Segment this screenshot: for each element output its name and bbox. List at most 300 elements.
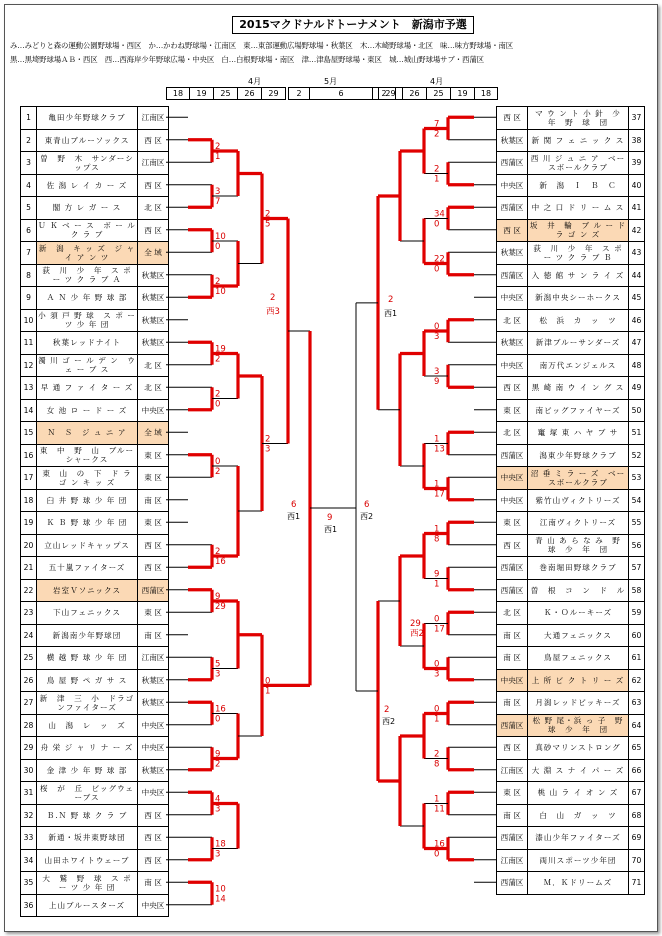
score-label: 2 [434,129,440,140]
team-area: 中央区 [497,669,528,692]
team-number: 53 [629,467,645,490]
team-name: 真砂マリンストロング [528,737,629,760]
month-label-right-april: 4月 [430,77,444,86]
team-area: 東 区 [138,467,169,490]
score-label: 2 [215,467,221,477]
score-label: 9 [215,749,221,760]
score-label: 1 [434,579,440,590]
team-area: 秋葉区 [497,242,528,265]
team-name: Ｋ・Ｏルーキーズ [528,602,629,625]
team-name: 鳥 屋 野 ペ ガ サ ス [37,669,138,692]
team-number: 70 [629,849,645,872]
team-number: 21 [21,557,37,580]
team-area: 東 区 [497,782,528,805]
score-label: 0 [215,242,221,252]
team-area: 秋葉区 [138,669,169,692]
score-label: 0 [265,676,271,687]
team-number: 18 [21,489,37,512]
score-label: 34 [434,209,445,220]
team-name: 白 山 ガ ッ ツ [528,804,629,827]
score-label: 16 [215,557,226,567]
score-label: 9 [434,377,440,387]
team-area: 西蒲区 [497,444,528,467]
team-number: 34 [21,849,37,872]
team-name: 秋葉レッドナイト [37,332,138,355]
date-cell: 2 [289,88,310,99]
final-right-site: 西2 [360,512,374,521]
team-number: 67 [629,782,645,805]
team-number: 45 [629,287,645,310]
team-number: 13 [21,377,37,400]
team-area: 南 区 [497,624,528,647]
team-number: 65 [629,737,645,760]
team-area: 中央区 [138,399,169,422]
team-name: 曽 根 コ ン ド ル [528,579,629,602]
team-name: 東 山 の 下 ド ラ ゴ ン キ ッ ズ [37,467,138,490]
team-name: 青 山 あ ら な み 野 球 少 年 団 [528,534,629,557]
team-area: 秋葉区 [138,692,169,715]
team-name: 新 潟 キ ッ ズ ジ ャ イ ア ン ツ [37,242,138,265]
team-number: 4 [21,174,37,197]
score-label: 3 [215,187,221,197]
team-number: 23 [21,602,37,625]
team-number: 63 [629,692,645,715]
team-area: 秋葉区 [138,309,169,332]
team-area: 西 区 [497,107,528,130]
team-number: 59 [629,602,645,625]
team-name: 潟東少年野球クラブ [528,444,629,467]
team-area: 東 区 [138,512,169,535]
team-number: 55 [629,512,645,535]
team-number: 71 [629,872,645,895]
team-area: 中央区 [497,287,528,310]
team-number: 56 [629,534,645,557]
team-number: 16 [21,444,37,467]
score-label: 3 [215,669,221,680]
semi-site: 西1 [384,309,398,318]
score-label: 3 [215,849,221,860]
team-name: 黒 崎 南 ウ イ ン グ ス [528,377,629,400]
score-label: 8 [434,534,440,545]
team-number: 41 [629,197,645,220]
team-name: Ｎ Ｓ ジ ュ ニ ア [37,422,138,445]
team-number: 25 [21,647,37,670]
score-label: 1 [434,174,440,185]
score-label: 1 [265,686,271,697]
team-name: 荻 川 少 年 ス ポ ー ツ ク ラ ブ Ｂ [528,242,629,265]
team-area: 全 域 [138,242,169,265]
team-number: 1 [21,107,37,130]
team-name: 東青山ブルーソックス [37,129,138,152]
team-number: 68 [629,804,645,827]
team-name: Ａ Ｎ 少 年 野 球 部 [37,287,138,310]
semi-site: 西2 [382,717,396,726]
score-label: 14 [215,894,226,905]
team-name: 桃 山 ラ イ オ ン ズ [528,782,629,805]
team-area: 南 区 [138,624,169,647]
team-name: 閣 方 レ ガ ー ス [37,197,138,220]
team-name: 早 通 フ ァ イ タ ー ズ [37,377,138,400]
team-area: 西蒲区 [497,197,528,220]
date-cell: 19 [451,88,475,99]
score-label: 1 [434,714,440,725]
team-number: 19 [21,512,37,535]
page-title: 2015マクドナルドトーナメント 新潟市予選 [232,16,474,34]
date-cell: 25 [214,88,238,99]
team-area: 東 区 [138,602,169,625]
team-area: 秋葉区 [138,759,169,782]
score-label: 17 [434,489,445,500]
team-name: 月潟レッドビッキーズ [528,692,629,715]
semi-score: 2 [384,705,390,715]
score-label: 3 [434,367,440,377]
team-name: Ｋ Ｂ 野 球 少 年 団 [37,512,138,535]
score-label: 7 [434,119,440,130]
team-number: 28 [21,714,37,737]
team-name: 小 須 戸 野 球 ス ポ ー ツ 少 年 団 [37,309,138,332]
team-name: 新通・坂井東野球団 [37,827,138,850]
score-label: 3 [265,444,271,455]
team-area: 秋葉区 [138,287,169,310]
team-name: Ｍ．Ｋドリームズ [528,872,629,895]
team-area: 南 区 [497,692,528,715]
team-name: 入 徳 館 サ ン ラ イ ズ [528,264,629,287]
team-number: 11 [21,332,37,355]
team-name: 大通フェニックス [528,624,629,647]
team-number: 32 [21,804,37,827]
score-label: 3 [215,804,221,815]
score-label: 10 [215,232,226,242]
team-area: 東 区 [497,512,528,535]
team-number: 33 [21,827,37,850]
team-name: マ ウ ン ト 小 針 少 年 野 球 団 [528,107,629,130]
score-label: 2 [215,142,221,152]
score-label: 18 [215,839,226,850]
team-area: 南 区 [497,647,528,670]
team-number: 37 [629,107,645,130]
team-name: 横 越 野 球 少 年 団 [37,647,138,670]
score-label: 1 [434,794,440,805]
team-name: 南万代エンジェルス [528,354,629,377]
team-name: 桜 が 丘 ビッグウェーブス [37,782,138,805]
team-area: 西 区 [138,557,169,580]
score-label: 1 [215,152,221,162]
team-name: 上 所 ビ ク ト リ ー ズ [528,669,629,692]
score-label: 2 [265,209,271,220]
score-label: 3 [434,332,440,342]
team-name: 東 中 野 山 ブルーシャークス [37,444,138,467]
team-name: 沼 垂 ミ ラ ー ズ ベースボールクラブ [528,467,629,490]
score-label: 11 [434,804,445,815]
semi-site: 西2 [410,629,424,639]
team-name: 金 津 少 年 野 球 部 [37,759,138,782]
score-label: 0 [434,322,440,332]
score-label: 13 [434,444,445,455]
team-name: 竃 塚 東 ハ ヤ ブ サ [528,422,629,445]
team-number: 61 [629,647,645,670]
score-label: 0 [215,714,221,725]
score-label: 2 [215,277,221,287]
team-area: 北 区 [138,354,169,377]
score-label: 5 [265,219,271,230]
team-number: 60 [629,624,645,647]
team-number: 14 [21,399,37,422]
team-area: 西 区 [138,219,169,242]
team-name: 南ビッグファイヤーズ [528,399,629,422]
team-area: 西 区 [497,534,528,557]
team-area: 西蒲区 [497,152,528,175]
date-cell: 29 [379,88,403,99]
score-label: 0 [215,457,221,467]
date-cell: 19 [190,88,214,99]
score-label: 10 [215,884,226,895]
team-area: 秋葉区 [138,264,169,287]
team-area: 西蒲区 [497,557,528,580]
team-number: 17 [21,467,37,490]
team-number: 15 [21,422,37,445]
team-name: 臼 井 野 球 少 年 団 [37,489,138,512]
score-label: 0 [434,614,440,625]
team-area: 北 区 [497,309,528,332]
score-label: 5 [215,659,221,670]
team-area: 北 区 [138,197,169,220]
score-label: 16 [215,704,226,715]
team-number: 49 [629,377,645,400]
team-number: 24 [21,624,37,647]
team-area: 北 区 [138,377,169,400]
team-area: 中央区 [497,354,528,377]
score-label: 1 [434,434,440,445]
team-number: 35 [21,872,37,895]
team-number: 38 [629,129,645,152]
team-name: Ｕ Ｋ ベ ー ス ボ ー ル ク ラ ブ [37,219,138,242]
team-area: 西蒲区 [497,872,528,895]
team-name: 新 関 フ ェ ニ ッ ク ス [528,129,629,152]
team-number: 52 [629,444,645,467]
team-name: 五十嵐ファイターズ [37,557,138,580]
final-site: 西1 [324,525,338,534]
team-name: 中 之 口 ド リ ー ム ス [528,197,629,220]
team-number: 48 [629,354,645,377]
team-name: 両川スポーツ少年団 [528,849,629,872]
team-area: 江南区 [138,107,169,130]
team-area: 西 区 [138,534,169,557]
team-area: 南 区 [138,872,169,895]
team-number: 62 [629,669,645,692]
team-number: 69 [629,827,645,850]
month-label-may: 5月 [324,77,338,86]
team-name: 濁 川 ゴ ー ル デ ン ウ ェ ー ブ ス [37,354,138,377]
team-name: Ｂ.Ｎ 野 球 ク ラ ブ [37,804,138,827]
team-number: 9 [21,287,37,310]
team-area: 中央区 [497,489,528,512]
date-cell: 26 [403,88,427,99]
team-area: 西蒲区 [497,827,528,850]
score-label: 17 [434,624,445,635]
team-name: 荻 川 少 年 ス ポ ー ツ ク ラ ブ Ａ [37,264,138,287]
team-area: 西蒲区 [138,579,169,602]
team-area: 西蒲区 [497,579,528,602]
team-name: 巻南堀田野球クラブ [528,557,629,580]
team-area: 西 区 [497,377,528,400]
team-name: 下山フェニックス [37,602,138,625]
team-name: 舟 栄 ジ ャ リ ナ ー ズ [37,737,138,760]
team-area: 全 域 [138,422,169,445]
team-area: 秋葉区 [497,332,528,355]
semi-score: 29 [410,619,421,629]
team-area: 中央区 [497,174,528,197]
team-area: 中央区 [138,782,169,805]
team-name: 新津ブルーサンダーズ [528,332,629,355]
score-label: 0 [434,264,440,275]
score-label: 0 [434,219,440,230]
team-name: 新潟中央シーホークス [528,287,629,310]
score-label: 0 [434,659,440,670]
score-label: 2 [215,547,221,557]
team-name: 岩室Ｖソニックス [37,579,138,602]
team-area: 秋葉区 [138,332,169,355]
team-area: 西 区 [138,129,169,152]
date-cell: 26 [238,88,262,99]
team-name: 大 鷲 野 球 ス ポ ー ツ 少 年 団 [37,872,138,895]
team-number: 30 [21,759,37,782]
score-label: 0 [434,704,440,715]
team-area: 西 区 [138,827,169,850]
team-name: 新潟南少年野球団 [37,624,138,647]
team-area: 秋葉区 [497,129,528,152]
score-label: 2 [265,434,271,445]
score-label: 7 [215,197,221,207]
team-name: 江南ヴィクトリーズ [528,512,629,535]
team-number: 58 [629,579,645,602]
team-number: 39 [629,152,645,175]
team-area: 西 区 [138,804,169,827]
date-cell: 18 [480,89,492,98]
team-area: 江南区 [497,759,528,782]
team-area: 西 区 [497,219,528,242]
team-number: 46 [629,309,645,332]
score-label: 0 [434,849,440,860]
team-number: 54 [629,489,645,512]
score-label: 2 [434,749,440,760]
semi-score: 2 [270,293,276,303]
team-name: 大 淵 ス ナ イ パ ー ズ [528,759,629,782]
team-number: 47 [629,332,645,355]
team-name: 松 浜 カ ッ ツ [528,309,629,332]
team-name: 山田ホワイトウェーブ [37,849,138,872]
team-number: 22 [21,579,37,602]
team-name: 女 池 ロ ー ド ー ズ [37,399,138,422]
team-number: 66 [629,759,645,782]
team-name: 曽 野 木 サンダーシップス [37,152,138,175]
score-label: 16 [434,839,445,850]
team-name: 坂 井 輪 ブ ル ー ド ラ ゴ ン ズ [528,219,629,242]
team-number: 27 [21,692,37,715]
team-number: 43 [629,242,645,265]
score-label: 19 [215,344,226,355]
team-area: 西 区 [138,174,169,197]
team-area: 中央区 [497,467,528,490]
date-cell: 6 [310,88,373,99]
team-area: 南 区 [138,489,169,512]
team-number: 57 [629,557,645,580]
team-number: 36 [21,894,37,917]
score-label: 2 [215,354,221,365]
team-number: 12 [21,354,37,377]
team-area: 北 区 [497,422,528,445]
final-left-site: 西1 [287,512,301,521]
score-label: 3 [434,669,440,680]
team-name: 新 津 三 小 ドラゴンファイターズ [37,692,138,715]
team-name: 松 野 尾・浜 っ 子 野 球 少 年 団 [528,714,629,737]
score-label: 2 [434,164,440,175]
score-label: 9 [434,569,440,580]
team-area: 東 区 [497,399,528,422]
team-area: 江南区 [497,849,528,872]
venue-legend-line-1: み…みどりと森の運動公園野球場・西区 か…かわね野球場・江南区 東…東部運動広場野球場・秋葉区 木…木崎野球場・北区 味…味方野球場・南区 [10,41,514,50]
team-number: 50 [629,399,645,422]
venue-legend-line-2: 黒…黒埼野球場ＡＢ・西区 西…西海岸少年野球広場・中央区 白…白根野球場・南区 津…津島屋野球場・東区 城…城山野球場サブ・西蒲区 [10,55,484,64]
team-area: 北 区 [497,602,528,625]
semi-score: 2 [388,295,394,305]
team-name: 紫竹山ヴィクトリーズ [528,489,629,512]
team-number: 51 [629,422,645,445]
team-name: 漆山少年ファイターズ [528,827,629,850]
score-label: 0 [215,399,221,410]
score-label: 4 [215,794,221,805]
team-area: 中央区 [138,894,169,917]
team-area: 東 区 [138,444,169,467]
team-number: 64 [629,714,645,737]
team-number: 5 [21,197,37,220]
team-number: 2 [21,129,37,152]
team-number: 44 [629,264,645,287]
date-cell: 2 [381,89,387,98]
team-area: 西蒲区 [497,264,528,287]
team-name: 新 潟 Ｉ Ｂ Ｃ [528,174,629,197]
final-right-score: 6 [364,500,370,510]
team-number: 31 [21,782,37,805]
team-area: 江南区 [138,647,169,670]
date-cell: 18 [167,88,190,99]
team-number: 40 [629,174,645,197]
score-label: 10 [215,287,226,297]
team-name: 立山レッドキャップス [37,534,138,557]
month-label-left-april: 4月 [248,77,262,86]
team-name: 亀田少年野球クラブ [37,107,138,130]
team-number: 42 [629,219,645,242]
team-name: 西 川 ジ ュ ニ ア ベースボールクラブ [528,152,629,175]
team-area: 南 区 [497,804,528,827]
score-label: 8 [434,759,440,770]
team-area: 西 区 [497,737,528,760]
score-label: 22 [434,254,445,265]
final-left-score: 6 [291,500,297,510]
score-label: 2 [215,389,221,400]
team-name: 鳥屋フェニックス [528,647,629,670]
team-number: 7 [21,242,37,265]
team-number: 29 [21,737,37,760]
team-area: 西 区 [138,849,169,872]
team-area: 江南区 [138,152,169,175]
team-number: 3 [21,152,37,175]
team-number: 10 [21,309,37,332]
team-name: 上山ブルースターズ [37,894,138,917]
team-number: 20 [21,534,37,557]
score-label: 2 [215,759,221,770]
team-area: 中央区 [138,714,169,737]
semi-site: 西3 [266,307,280,317]
